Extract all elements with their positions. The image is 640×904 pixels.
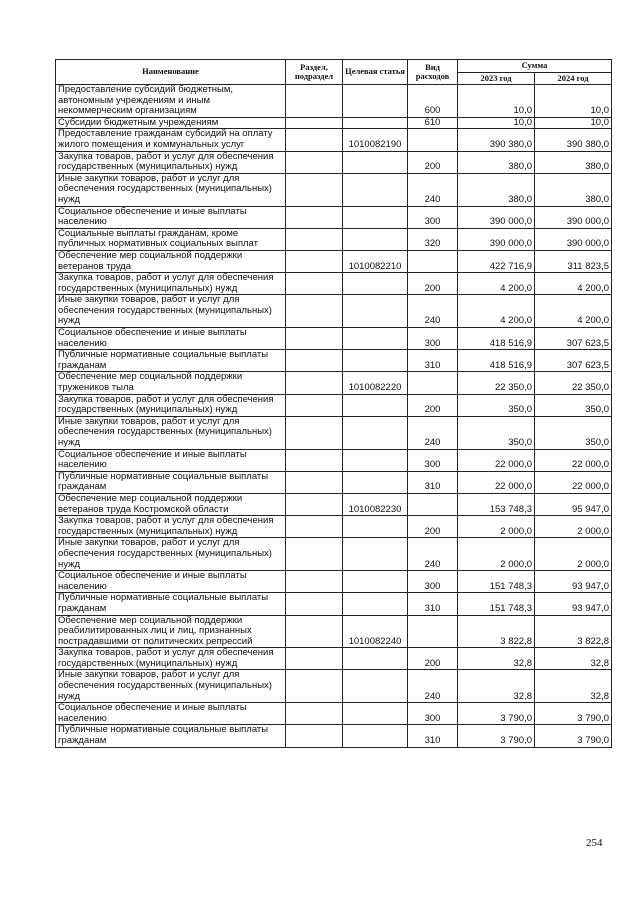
- cell-2024: 350,0: [535, 416, 612, 449]
- cell-name: Иные закупки товаров, работ и услуг для обеспечения государственных (муниципальных) нужд: [56, 538, 286, 571]
- table-row: [56, 538, 612, 571]
- cell-type: [408, 372, 458, 394]
- budget-table: [55, 59, 612, 748]
- cell-2023: 32,8: [458, 670, 535, 703]
- cell-section: [286, 449, 343, 471]
- cell-section: [286, 394, 343, 416]
- cell-target: [343, 228, 408, 250]
- cell-2024: 350,0: [535, 394, 612, 416]
- cell-section: [286, 516, 343, 538]
- cell-section: [286, 593, 343, 615]
- cell-name: Публичные нормативные социальные выплаты гражданам: [56, 471, 286, 493]
- cell-2023: 390 000,0: [458, 228, 535, 250]
- cell-2024: 4 200,0: [535, 273, 612, 295]
- cell-section: [286, 129, 343, 151]
- cell-2023: 22 000,0: [458, 449, 535, 471]
- cell-name: Социальные выплаты гражданам, кроме публичных нормативных социальных выплат: [56, 228, 286, 250]
- cell-2023: 4 200,0: [458, 295, 535, 328]
- cell-2024: 32,8: [535, 648, 612, 670]
- table-row: [56, 295, 612, 328]
- cell-name: Иные закупки товаров, работ и услуг для обеспечения государственных (муниципальных) нужд: [56, 416, 286, 449]
- cell-type: 200: [408, 273, 458, 295]
- cell-name: Публичные нормативные социальные выплаты гражданам: [56, 725, 286, 747]
- cell-2023: 380,0: [458, 173, 535, 206]
- cell-2024: 10,0: [535, 117, 612, 129]
- cell-2023: 153 748,3: [458, 493, 535, 515]
- table-row: [56, 593, 612, 615]
- cell-name: Обеспечение мер социальной поддержки реабилитированных лиц и лиц, признанных пострадавшими от политических репрессий: [56, 615, 286, 648]
- cell-target: [343, 670, 408, 703]
- cell-section: [286, 615, 343, 648]
- cell-2023: 10,0: [458, 85, 535, 118]
- cell-target: [343, 471, 408, 493]
- cell-section: [286, 648, 343, 670]
- cell-target: [343, 648, 408, 670]
- table-row: [56, 85, 612, 118]
- cell-type: 320: [408, 228, 458, 250]
- table-row: [56, 129, 612, 151]
- cell-target: [343, 117, 408, 129]
- cell-type: 300: [408, 571, 458, 593]
- cell-type: 240: [408, 295, 458, 328]
- cell-name: Закупка товаров, работ и услуг для обеспечения государственных (муниципальных) нужд: [56, 648, 286, 670]
- table-row: [56, 117, 612, 129]
- cell-section: [286, 471, 343, 493]
- cell-target: [343, 206, 408, 228]
- cell-type: 600: [408, 85, 458, 118]
- cell-2024: 3 790,0: [535, 725, 612, 747]
- cell-name: Иные закупки товаров, работ и услуг для обеспечения государственных (муниципальных) нужд: [56, 173, 286, 206]
- cell-target: [343, 571, 408, 593]
- cell-section: [286, 372, 343, 394]
- cell-2024: 380,0: [535, 173, 612, 206]
- cell-target: [343, 394, 408, 416]
- cell-2024: 4 200,0: [535, 295, 612, 328]
- cell-target: [343, 449, 408, 471]
- header-type: Вид расходов: [408, 60, 458, 85]
- cell-2024: 3 790,0: [535, 703, 612, 725]
- cell-target: [343, 725, 408, 747]
- table-row: [56, 416, 612, 449]
- cell-section: [286, 725, 343, 747]
- cell-section: [286, 703, 343, 725]
- table-row: [56, 493, 612, 515]
- cell-2023: 10,0: [458, 117, 535, 129]
- cell-target: [343, 516, 408, 538]
- cell-target: [343, 328, 408, 350]
- cell-2023: 380,0: [458, 151, 535, 173]
- table-row: [56, 372, 612, 394]
- cell-2023: 2 000,0: [458, 516, 535, 538]
- cell-target: [343, 593, 408, 615]
- cell-type: 200: [408, 516, 458, 538]
- cell-2024: 3 822,8: [535, 615, 612, 648]
- cell-2023: 151 748,3: [458, 571, 535, 593]
- cell-section: [286, 328, 343, 350]
- table-row: [56, 471, 612, 493]
- cell-type: 310: [408, 471, 458, 493]
- cell-name: Закупка товаров, работ и услуг для обеспечения государственных (муниципальных) нужд: [56, 273, 286, 295]
- cell-2023: 151 748,3: [458, 593, 535, 615]
- cell-target: [343, 350, 408, 372]
- cell-name: Публичные нормативные социальные выплаты гражданам: [56, 593, 286, 615]
- header-year-2023: 2023 год: [458, 72, 535, 85]
- cell-section: [286, 670, 343, 703]
- table-row: [56, 228, 612, 250]
- header-year-2024: 2024 год: [535, 72, 612, 85]
- cell-name: Предоставление гражданам субсидий на оплату жилого помещения и коммунальных услуг: [56, 129, 286, 151]
- cell-target: 1010082230: [343, 493, 408, 515]
- cell-2024: 93 947,0: [535, 571, 612, 593]
- cell-2023: 3 822,8: [458, 615, 535, 648]
- cell-2024: 22 350,0: [535, 372, 612, 394]
- table-row: [56, 328, 612, 350]
- cell-name: Закупка товаров, работ и услуг для обеспечения государственных (муниципальных) нужд: [56, 516, 286, 538]
- cell-2024: 95 947,0: [535, 493, 612, 515]
- cell-2024: 380,0: [535, 151, 612, 173]
- cell-type: 300: [408, 206, 458, 228]
- cell-type: 310: [408, 725, 458, 747]
- cell-2024: 22 000,0: [535, 471, 612, 493]
- cell-2023: 3 790,0: [458, 703, 535, 725]
- cell-name: Иные закупки товаров, работ и услуг для обеспечения государственных (муниципальных) нужд: [56, 670, 286, 703]
- cell-type: 240: [408, 538, 458, 571]
- cell-2024: 2 000,0: [535, 538, 612, 571]
- cell-section: [286, 295, 343, 328]
- cell-target: [343, 173, 408, 206]
- cell-name: Субсидии бюджетным учреждениям: [56, 117, 286, 129]
- cell-2023: 22 000,0: [458, 471, 535, 493]
- cell-2023: 350,0: [458, 416, 535, 449]
- header-target: Целевая статья: [343, 60, 408, 85]
- cell-section: [286, 173, 343, 206]
- cell-section: [286, 85, 343, 118]
- cell-name: Социальное обеспечение и иные выплаты населению: [56, 328, 286, 350]
- cell-type: 240: [408, 416, 458, 449]
- cell-type: 200: [408, 151, 458, 173]
- cell-2024: 10,0: [535, 85, 612, 118]
- cell-name: Обеспечение мер социальной поддержки ветеранов труда Костромской области: [56, 493, 286, 515]
- cell-name: Закупка товаров, работ и услуг для обеспечения государственных (муниципальных) нужд: [56, 151, 286, 173]
- cell-target: [343, 295, 408, 328]
- cell-type: 300: [408, 328, 458, 350]
- cell-2023: 418 516,9: [458, 328, 535, 350]
- cell-2024: 2 000,0: [535, 516, 612, 538]
- cell-name: Иные закупки товаров, работ и услуг для обеспечения государственных (муниципальных) нужд: [56, 295, 286, 328]
- header-sum: Сумма: [458, 60, 612, 73]
- cell-target: 1010082220: [343, 372, 408, 394]
- cell-name: Социальное обеспечение и иные выплаты населению: [56, 703, 286, 725]
- table-row: [56, 273, 612, 295]
- cell-target: [343, 85, 408, 118]
- cell-section: [286, 151, 343, 173]
- cell-2023: 422 716,9: [458, 250, 535, 272]
- cell-section: [286, 571, 343, 593]
- cell-2024: 390 380,0: [535, 129, 612, 151]
- table-row: [56, 516, 612, 538]
- cell-type: 610: [408, 117, 458, 129]
- cell-2023: 390 380,0: [458, 129, 535, 151]
- header-name: Наименование: [56, 60, 286, 85]
- table-row: [56, 394, 612, 416]
- cell-2024: 93 947,0: [535, 593, 612, 615]
- cell-2024: 307 623,5: [535, 328, 612, 350]
- cell-section: [286, 228, 343, 250]
- table-row: [56, 350, 612, 372]
- cell-type: [408, 250, 458, 272]
- cell-section: [286, 117, 343, 129]
- cell-type: [408, 493, 458, 515]
- cell-2023: 418 516,9: [458, 350, 535, 372]
- cell-name: Обеспечение мер социальной поддержки тружеников тыла: [56, 372, 286, 394]
- cell-name: Закупка товаров, работ и услуг для обеспечения государственных (муниципальных) нужд: [56, 394, 286, 416]
- cell-type: 240: [408, 173, 458, 206]
- cell-name: Социальное обеспечение и иные выплаты населению: [56, 571, 286, 593]
- table-row: [56, 173, 612, 206]
- table-row: [56, 250, 612, 272]
- table-row: [56, 449, 612, 471]
- cell-type: 300: [408, 449, 458, 471]
- cell-type: [408, 615, 458, 648]
- cell-2023: 3 790,0: [458, 725, 535, 747]
- cell-name: Предоставление субсидий бюджетным, автономным учреждениям и иным некоммерческим организациям: [56, 85, 286, 118]
- cell-section: [286, 250, 343, 272]
- cell-target: 1010082210: [343, 250, 408, 272]
- cell-2023: 4 200,0: [458, 273, 535, 295]
- table-row: [56, 571, 612, 593]
- cell-target: 1010082190: [343, 129, 408, 151]
- table-row: [56, 703, 612, 725]
- cell-target: [343, 538, 408, 571]
- cell-type: 240: [408, 670, 458, 703]
- cell-type: 300: [408, 703, 458, 725]
- header-section: Раздел, подраздел: [286, 60, 343, 85]
- cell-target: [343, 273, 408, 295]
- cell-2023: 22 350,0: [458, 372, 535, 394]
- cell-2024: 311 823,5: [535, 250, 612, 272]
- budget-table-sheet: [55, 59, 611, 748]
- cell-2023: 32,8: [458, 648, 535, 670]
- cell-section: [286, 350, 343, 372]
- cell-type: 200: [408, 394, 458, 416]
- cell-2024: 390 000,0: [535, 228, 612, 250]
- cell-section: [286, 416, 343, 449]
- cell-name: Социальное обеспечение и иные выплаты населению: [56, 449, 286, 471]
- cell-section: [286, 493, 343, 515]
- table-header: [56, 60, 612, 85]
- cell-target: [343, 416, 408, 449]
- table-row: [56, 725, 612, 747]
- cell-type: 310: [408, 593, 458, 615]
- table-body: [56, 85, 612, 748]
- cell-target: [343, 703, 408, 725]
- cell-2023: 390 000,0: [458, 206, 535, 228]
- table-row: [56, 151, 612, 173]
- cell-2024: 32,8: [535, 670, 612, 703]
- cell-type: [408, 129, 458, 151]
- table-row: [56, 615, 612, 648]
- cell-section: [286, 206, 343, 228]
- table-row: [56, 648, 612, 670]
- cell-section: [286, 273, 343, 295]
- cell-2024: 390 000,0: [535, 206, 612, 228]
- cell-target: [343, 151, 408, 173]
- cell-name: Публичные нормативные социальные выплаты гражданам: [56, 350, 286, 372]
- cell-name: Обеспечение мер социальной поддержки ветеранов труда: [56, 250, 286, 272]
- table-row: [56, 670, 612, 703]
- cell-2024: 22 000,0: [535, 449, 612, 471]
- table-row: [56, 206, 612, 228]
- cell-target: 1010082240: [343, 615, 408, 648]
- cell-type: 200: [408, 648, 458, 670]
- page-number: 254: [586, 837, 603, 849]
- cell-2023: 2 000,0: [458, 538, 535, 571]
- cell-section: [286, 538, 343, 571]
- cell-2023: 350,0: [458, 394, 535, 416]
- cell-name: Социальное обеспечение и иные выплаты населению: [56, 206, 286, 228]
- cell-2024: 307 623,5: [535, 350, 612, 372]
- cell-type: 310: [408, 350, 458, 372]
